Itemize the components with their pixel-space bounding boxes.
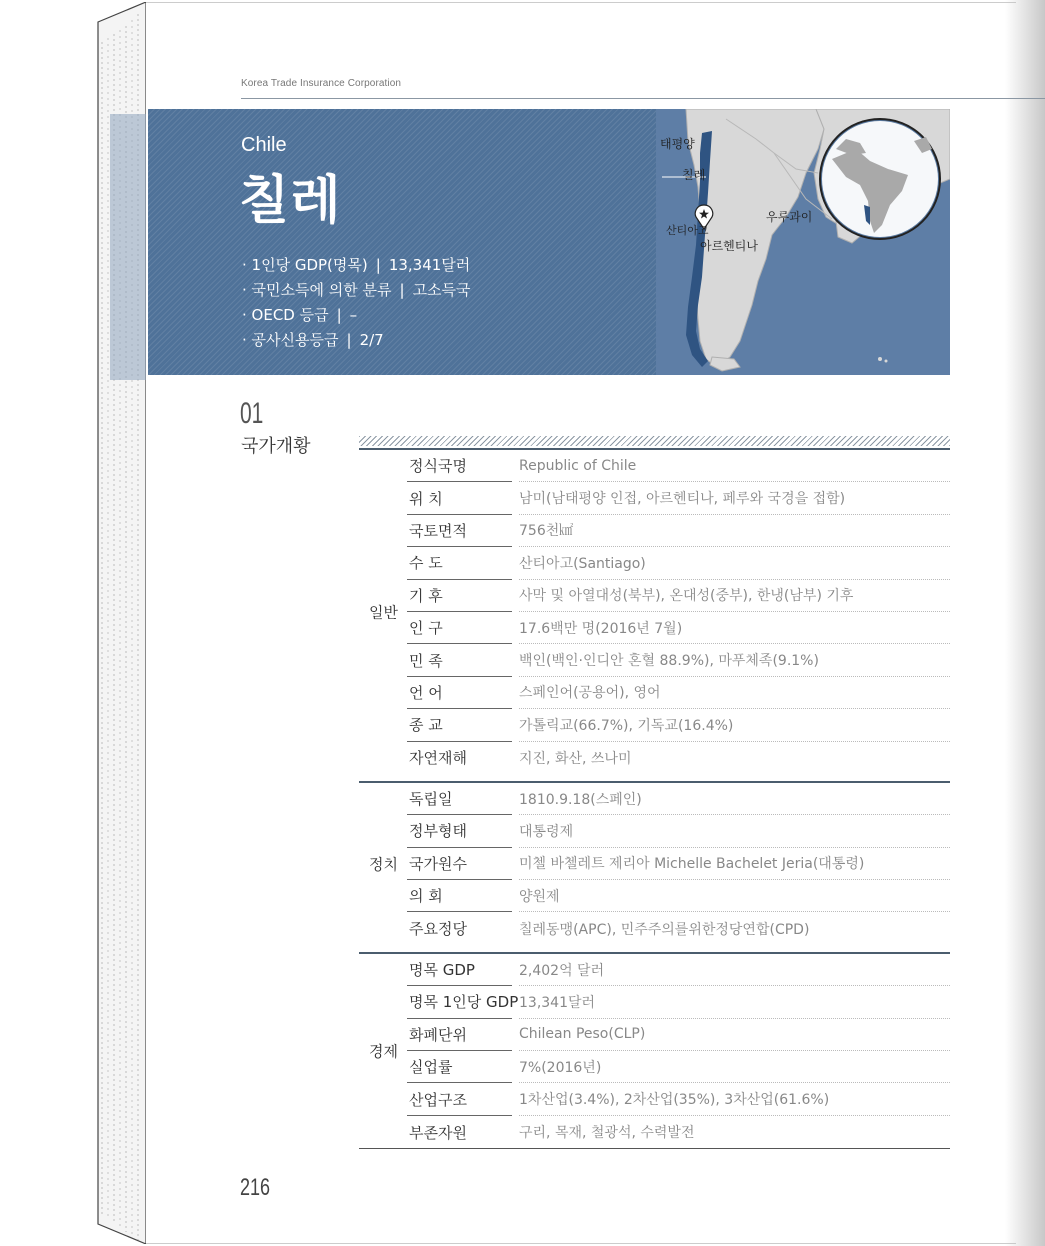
section-number: 01 — [240, 397, 264, 430]
row-label: 명목 GDP — [407, 954, 512, 986]
row-label: 자연재해 — [409, 749, 467, 768]
table-row — [407, 742, 950, 774]
stat-value: 고소득국 — [412, 281, 471, 299]
group-category: 일반 — [369, 603, 398, 622]
map-label-uruguay: 우루과이 — [766, 210, 813, 224]
row-label: 명목 1인당 GDP — [407, 986, 512, 1018]
table-row — [407, 547, 950, 579]
location-map — [656, 109, 950, 375]
row-label: 화폐단위 — [407, 1019, 512, 1051]
row-label: 정식국명 — [407, 450, 512, 482]
row-value: 남미(남태평양 인접, 아르헨티나, 페루와 국경을 접함) — [519, 482, 950, 514]
table-row — [407, 815, 950, 847]
row-value: 지진, 화산, 쓰나미 — [519, 750, 632, 767]
header-rule — [241, 98, 1045, 99]
stat-item: · 공사신용등급 | 2/7 — [242, 331, 384, 349]
row-label: 위 치 — [407, 482, 512, 514]
table-row — [407, 709, 950, 741]
stat-label: OECD 등급 — [251, 306, 329, 324]
row-label: 실업률 — [407, 1051, 512, 1083]
page-number: 216 — [240, 1174, 271, 1201]
country-korean-name: 칠레 — [239, 171, 342, 231]
table-row — [407, 1051, 950, 1083]
stat-label: 공사신용등급 — [251, 331, 339, 349]
map-label-pacific: 태평양 — [660, 137, 695, 151]
running-head: Korea Trade Insurance Corporation — [241, 78, 402, 89]
hatch-divider — [359, 436, 950, 446]
row-label: 언 어 — [407, 677, 512, 709]
table-row — [407, 515, 950, 547]
row-label: 국토면적 — [407, 515, 512, 547]
stat-value: 13,341달러 — [388, 256, 471, 274]
table-row — [407, 880, 950, 912]
table-row — [407, 644, 950, 676]
table-row — [407, 482, 950, 514]
row-value: 756천㎢ — [519, 515, 950, 547]
info-group-economy — [359, 952, 950, 1149]
map-label-santiago: 산티아고 — [666, 224, 709, 237]
row-value: 양원제 — [519, 880, 950, 912]
table-row — [407, 912, 950, 944]
row-label: 독립일 — [407, 783, 512, 815]
row-value: 1810.9.18(스페인) — [519, 783, 950, 815]
stat-label: 국민소득에 의한 분류 — [251, 281, 392, 299]
row-value: 대통령제 — [519, 815, 950, 847]
row-value: 17.6백만 명(2016년 7월) — [519, 612, 950, 644]
row-value: 미첼 바첼레트 제리아 Michelle Bachelet Jeria(대통령) — [519, 848, 950, 880]
country-info-table — [359, 448, 950, 1149]
row-label: 산업구조 — [407, 1083, 512, 1115]
table-row — [407, 677, 950, 709]
table-row — [407, 1083, 950, 1115]
book-page-edges — [96, 2, 150, 1244]
stat-value: 2/7 — [359, 331, 384, 349]
row-value: 산티아고(Santiago) — [519, 547, 950, 579]
row-value: 1차산업(3.4%), 2차산업(35%), 3차산업(61.6%) — [519, 1083, 950, 1115]
row-value: 사막 및 아열대성(북부), 온대성(중부), 한냉(남부) 기후 — [519, 580, 950, 612]
table-row — [407, 848, 950, 880]
row-label: 수 도 — [407, 547, 512, 579]
table-row — [407, 954, 950, 986]
row-value: Republic of Chile — [519, 450, 950, 482]
row-label: 정부형태 — [407, 815, 512, 847]
row-value: 스페인어(공용어), 영어 — [519, 677, 950, 709]
stat-item: · 국민소득에 의한 분류 | 고소득국 — [242, 281, 471, 299]
table-row — [407, 1116, 950, 1148]
row-label: 국가원수 — [407, 848, 512, 880]
row-label: 의 회 — [407, 880, 512, 912]
table-row — [407, 612, 950, 644]
row-value: 칠레동맹(APC), 민주주의를위한정당연합(CPD) — [519, 921, 810, 938]
row-value: 가톨릭교(66.7%), 기독교(16.4%) — [519, 709, 950, 741]
map-label-argentina: 아르헨티나 — [700, 239, 758, 253]
table-row — [407, 1019, 950, 1051]
row-value: 7%(2016년) — [519, 1051, 950, 1083]
row-label: 민 족 — [407, 644, 512, 676]
row-value: Chilean Peso(CLP) — [519, 1019, 950, 1051]
row-value: 구리, 목재, 철광석, 수력발전 — [519, 1125, 695, 1141]
row-label: 인 구 — [407, 612, 512, 644]
page-shadow — [1005, 0, 1045, 1246]
stat-item: · 1인당 GDP(명목) | 13,341달러 — [242, 256, 471, 274]
section-title: 국가개황 — [241, 436, 311, 457]
group-category: 경제 — [369, 1042, 398, 1061]
row-label: 주요정당 — [409, 920, 467, 939]
stat-value: – — [349, 306, 358, 324]
row-label: 종 교 — [407, 709, 512, 741]
country-english-name: Chile — [241, 134, 287, 156]
stat-item: · OECD 등급 | – — [242, 306, 358, 324]
row-value: 13,341달러 — [519, 986, 950, 1018]
table-row — [407, 986, 950, 1018]
country-stats-list — [242, 254, 471, 354]
table-row — [407, 450, 950, 482]
table-row — [407, 580, 950, 612]
row-value: 백인(백인·인디안 혼혈 88.9%), 마푸체족(9.1%) — [519, 644, 950, 676]
table-row — [407, 783, 950, 815]
map-label-chile: 칠레 — [682, 168, 706, 182]
group-category: 정치 — [369, 855, 398, 874]
info-group-politics — [359, 781, 950, 945]
row-label: 기 후 — [407, 580, 512, 612]
row-value: 2,402억 달러 — [519, 954, 950, 986]
row-label: 부존자원 — [409, 1123, 467, 1142]
stat-label: 1인당 GDP(명목) — [251, 256, 368, 274]
info-group-general — [359, 448, 950, 774]
